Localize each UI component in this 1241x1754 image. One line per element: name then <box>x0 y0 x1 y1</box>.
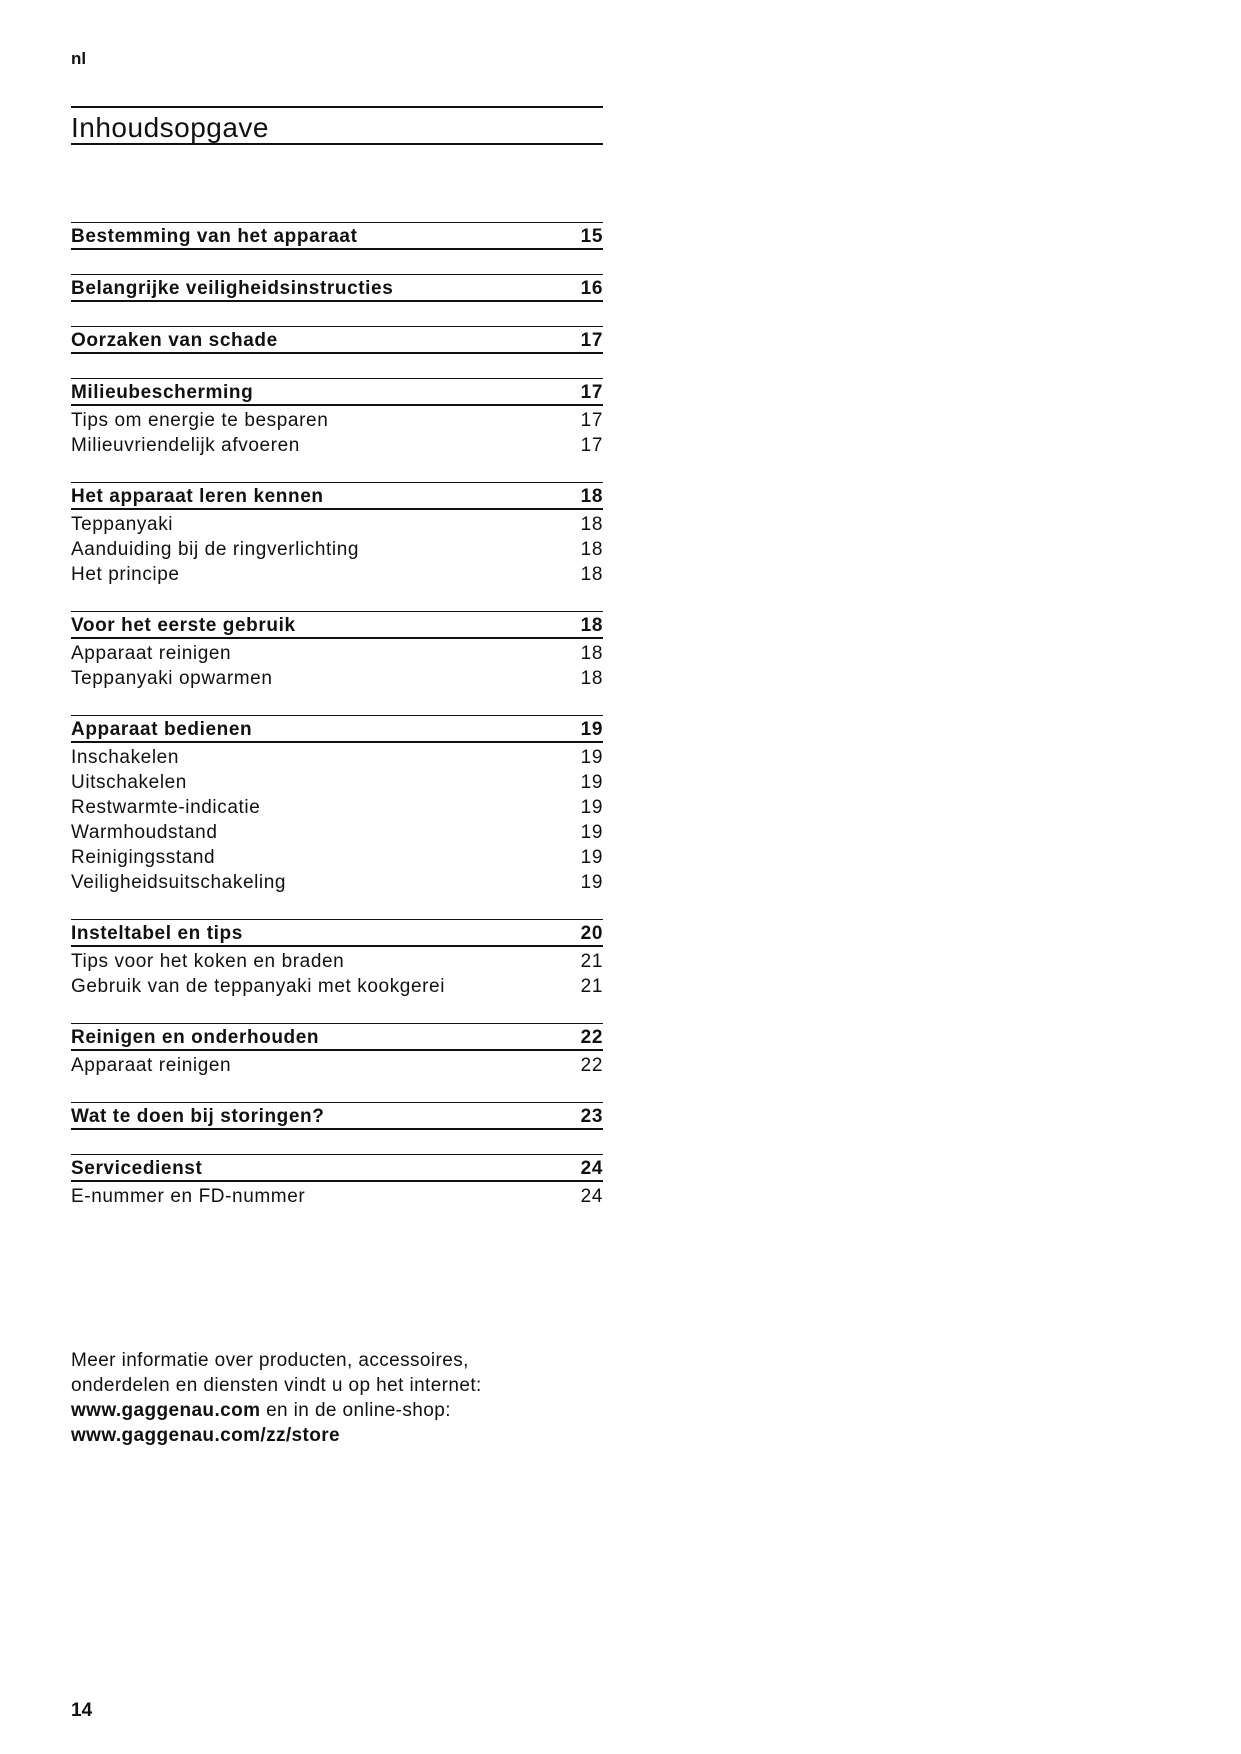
toc-item-page: 21 <box>580 951 603 972</box>
toc-item-page: 19 <box>580 747 603 768</box>
toc-item-page: 19 <box>580 772 603 793</box>
store-link[interactable]: www.gaggenau.com/zz/store <box>71 1425 341 1446</box>
toc-item-page: 18 <box>580 643 603 664</box>
toc-section-heading[interactable] <box>71 1023 603 1051</box>
toc-item[interactable] <box>71 537 603 562</box>
toc-section-page: 17 <box>580 329 603 351</box>
toc-item-page: 21 <box>580 976 603 997</box>
footer-line-4 <box>71 1423 482 1448</box>
toc-item-page: 19 <box>580 872 603 893</box>
toc-item[interactable] <box>71 1053 603 1078</box>
footer-line-3-text: en in de online-shop: <box>260 1400 451 1421</box>
toc-item[interactable] <box>71 949 603 974</box>
toc-item-list <box>71 743 603 895</box>
toc-section <box>71 1102 603 1130</box>
toc-item-page: 19 <box>580 822 603 843</box>
toc-item[interactable] <box>71 795 603 820</box>
toc-item[interactable] <box>71 745 603 770</box>
toc-item-page: 24 <box>580 1186 603 1207</box>
toc-item[interactable] <box>71 845 603 870</box>
toc-section-page: 23 <box>580 1105 603 1127</box>
toc-section-heading[interactable] <box>71 715 603 743</box>
toc-item-page: 19 <box>580 797 603 818</box>
toc-section-title: Het apparaat leren kennen <box>71 485 324 507</box>
toc-item[interactable] <box>71 408 603 433</box>
page-number: 14 <box>71 1700 93 1721</box>
footer-info <box>71 1348 482 1448</box>
toc-section-heading[interactable] <box>71 1154 603 1182</box>
toc-item[interactable] <box>71 562 603 587</box>
toc-section <box>71 919 603 999</box>
toc-section-page: 19 <box>580 718 603 740</box>
toc-item-label: Warmhoudstand <box>71 822 218 843</box>
toc-item-label: Aanduiding bij de ringverlichting <box>71 539 360 560</box>
toc-item-list <box>71 1182 603 1209</box>
toc-item-label: Veiligheidsuitschakeling <box>71 872 287 893</box>
toc-item[interactable] <box>71 666 603 691</box>
toc-section <box>71 378 603 458</box>
toc-item[interactable] <box>71 433 603 458</box>
toc-item[interactable] <box>71 1184 603 1209</box>
footer-line-2: onderdelen en diensten vindt u op het internet: <box>71 1375 482 1396</box>
toc-item-label: Milieuvriendelijk afvoeren <box>71 435 300 456</box>
toc-section-heading[interactable] <box>71 1102 603 1130</box>
toc-section-heading[interactable] <box>71 611 603 639</box>
website-link[interactable]: www.gaggenau.com <box>71 1400 261 1421</box>
toc-section-page: 18 <box>580 614 603 636</box>
toc-item-label: Apparaat reinigen <box>71 1055 232 1076</box>
toc-section-heading[interactable] <box>71 274 603 302</box>
toc-item-list <box>71 406 603 458</box>
toc-item-list <box>71 947 603 999</box>
toc-item-page: 18 <box>580 539 603 560</box>
toc-section-page: 22 <box>580 1026 603 1048</box>
toc-section-page: 17 <box>580 381 603 403</box>
toc-item-page: 19 <box>580 847 603 868</box>
toc-item-label: Het principe <box>71 564 180 585</box>
toc-item-label: Teppanyaki <box>71 514 174 535</box>
toc-section-heading[interactable] <box>71 326 603 354</box>
toc-item[interactable] <box>71 512 603 537</box>
title-block <box>71 106 603 145</box>
toc-item-label: Tips om energie te besparen <box>71 410 329 431</box>
toc-section-page: 20 <box>580 922 603 944</box>
toc-item-label: Gebruik van de teppanyaki met kookgerei <box>71 976 446 997</box>
page-title: Inhoudsopgave <box>71 112 270 143</box>
toc-section-title: Voor het eerste gebruik <box>71 614 296 636</box>
footer-line-3 <box>71 1398 482 1423</box>
toc-section-title: Apparaat bedienen <box>71 718 253 740</box>
toc-section-title: Reinigen en onderhouden <box>71 1026 320 1048</box>
toc-section-heading[interactable] <box>71 378 603 406</box>
toc-section <box>71 1154 603 1209</box>
toc-section-title: Insteltabel en tips <box>71 922 243 944</box>
toc-section <box>71 326 603 354</box>
toc-section <box>71 611 603 691</box>
toc-item-label: Inschakelen <box>71 747 180 768</box>
toc-item[interactable] <box>71 641 603 666</box>
toc-section-title: Servicedienst <box>71 1157 203 1179</box>
toc-section-page: 15 <box>580 225 603 247</box>
toc-item-list <box>71 1051 603 1078</box>
toc-item-label: Restwarmte-indicatie <box>71 797 261 818</box>
toc-item-label: Apparaat reinigen <box>71 643 232 664</box>
toc-item[interactable] <box>71 870 603 895</box>
toc-section <box>71 222 603 250</box>
toc-item-list <box>71 639 603 691</box>
toc-section-page: 18 <box>580 485 603 507</box>
toc-section-heading[interactable] <box>71 222 603 250</box>
toc-item-page: 22 <box>580 1055 603 1076</box>
toc-section <box>71 1023 603 1078</box>
toc-item[interactable] <box>71 974 603 999</box>
toc-section-title: Milieubescherming <box>71 381 254 403</box>
toc-section <box>71 274 603 302</box>
toc-section-title: Belangrijke veiligheidsinstructies <box>71 277 394 299</box>
toc-section-page: 24 <box>580 1157 603 1179</box>
toc-item-label: E-nummer en FD-nummer <box>71 1186 306 1207</box>
language-code: nl <box>71 49 87 68</box>
toc-section-heading[interactable] <box>71 482 603 510</box>
toc-item-label: Teppanyaki opwarmen <box>71 668 273 689</box>
toc-item-label: Uitschakelen <box>71 772 187 793</box>
toc-item-label: Tips voor het koken en braden <box>71 951 345 972</box>
toc-section-title: Oorzaken van schade <box>71 329 278 351</box>
footer-line-1: Meer informatie over producten, accessoires, <box>71 1350 469 1371</box>
toc-item[interactable] <box>71 770 603 795</box>
toc-item-page: 17 <box>580 435 603 456</box>
toc-section-title: Bestemming van het apparaat <box>71 225 358 247</box>
toc-item-page: 18 <box>580 564 603 585</box>
toc-section <box>71 715 603 895</box>
toc-section <box>71 482 603 587</box>
toc-item-label: Reinigingsstand <box>71 847 216 868</box>
toc-section-title: Wat te doen bij storingen? <box>71 1105 325 1127</box>
table-of-contents <box>71 222 603 1233</box>
toc-section-page: 16 <box>580 277 603 299</box>
toc-section-heading[interactable] <box>71 919 603 947</box>
toc-item-page: 18 <box>580 668 603 689</box>
toc-item-page: 18 <box>580 514 603 535</box>
toc-item-page: 17 <box>580 410 603 431</box>
toc-item[interactable] <box>71 820 603 845</box>
toc-item-list <box>71 510 603 587</box>
